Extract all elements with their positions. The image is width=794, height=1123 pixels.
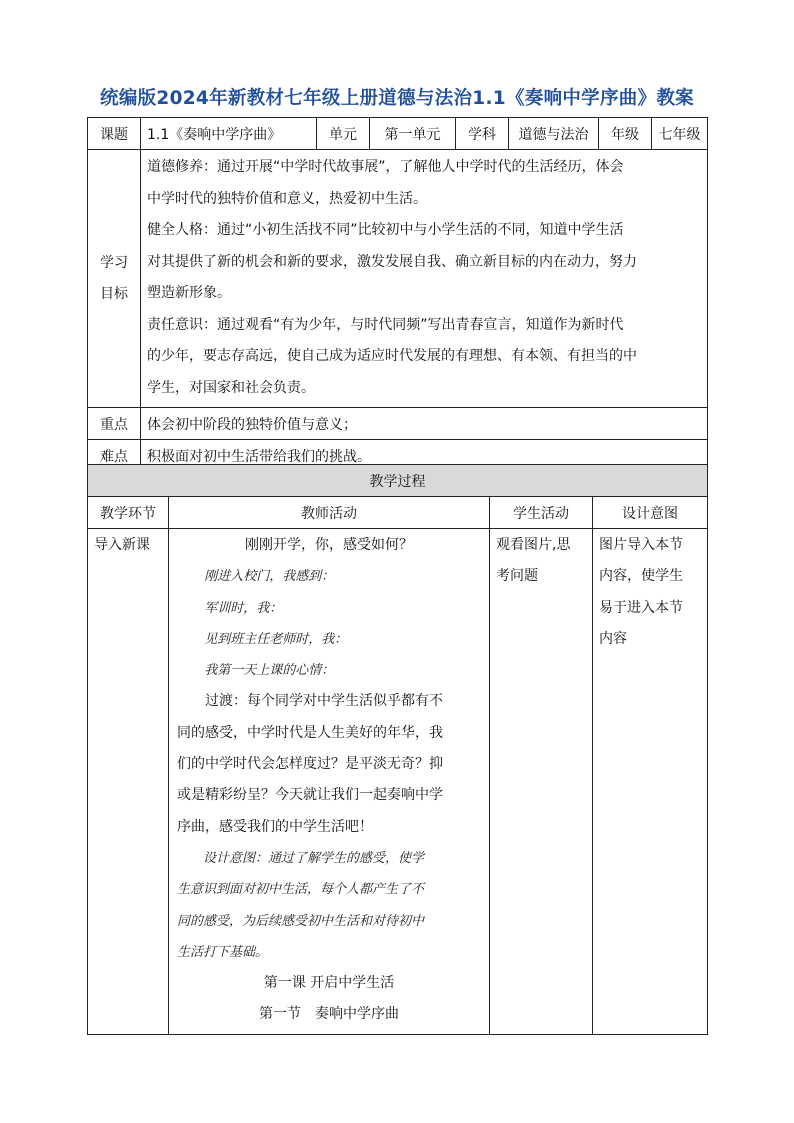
teacher-prompt: 军训时，我： — [204, 600, 283, 616]
difficulty-label: 难点 — [88, 440, 141, 472]
document-title: 统编版2024年新教材七年级上册道德与法治1.1《奏响中学序曲》教案 — [100, 88, 694, 109]
objectives-row — [88, 150, 708, 408]
lesson-info-table — [87, 117, 707, 472]
objective-line: 对其提供了新的机会和新的要求，激发发展自我、确立新目标的内在动力，努力 — [147, 253, 637, 270]
process-header-row — [88, 497, 708, 529]
key-point-value: 体会初中阶段的独特价值与意义； — [141, 408, 708, 440]
grade-label: 年级 — [599, 118, 652, 150]
design-line: 生活打下基础。 — [177, 944, 269, 960]
col-step: 教学环节 — [88, 497, 169, 529]
subject-value: 道德与法治 — [509, 118, 599, 150]
subject-label: 学科 — [456, 118, 509, 150]
key-point-row — [88, 408, 708, 440]
lesson-title: 第一课 开启中学生活 — [263, 975, 395, 992]
design-line: 同的感受，为后续感受初中生活和对待初中 — [177, 913, 425, 929]
design-line: 设计意图：通过了解学生的感受，使学 — [203, 850, 425, 866]
process-title: 教学过程 — [88, 465, 708, 497]
col-teacher: 教师活动 — [169, 497, 490, 529]
objective-line: 塑造新形象。 — [147, 285, 231, 301]
intent-line: 内容 — [599, 630, 627, 647]
col-student: 学生活动 — [490, 497, 593, 529]
difficulty-value: 积极面对初中生活带给我们的挑战。 — [141, 440, 708, 472]
process-title-row — [88, 465, 708, 497]
objective-line: 学生，对国家和社会负责。 — [147, 379, 315, 396]
student-line: 观看图片,思 — [496, 537, 571, 553]
teacher-prompt: 见到班主任老师时，我： — [204, 631, 348, 647]
intent-line: 易于进入本节 — [599, 599, 683, 616]
objective-line: 中学时代的独特价值和意义，热爱初中生活。 — [147, 190, 427, 207]
intent-line: 内容，使学生 — [599, 568, 683, 585]
col-design: 设计意图 — [593, 497, 708, 529]
transition-line: 们的中学时代会怎样度过？是平淡无奇？抑 — [177, 756, 443, 773]
step-name: 导入新课 — [94, 537, 150, 553]
objective-line: 的少年，要志存高远，使自己成为适应时代发展的有理想、有本领、有担当的中 — [147, 348, 637, 364]
intent-line: 图片导入本节 — [599, 537, 683, 553]
teacher-prompt: 我第一天上课的心情： — [204, 663, 335, 679]
teacher-question: 刚刚开学，你，感受如何？ — [245, 537, 413, 553]
unit-label: 单元 — [317, 118, 370, 150]
objective-line: 道德修养：通过开展“中学时代故事展”，了解他人中学时代的生活经历，体会 — [147, 159, 624, 175]
teaching-process-table — [87, 464, 707, 1035]
objective-line: 健全人格：通过“小初生活找不同”比较初中与小学生活的不同，知道中学生活 — [147, 222, 624, 238]
teacher-prompt: 刚进入校门，我感到： — [204, 569, 335, 585]
grade-value: 七年级 — [652, 118, 708, 150]
intent-cell — [593, 529, 708, 1035]
unit-value: 第一单元 — [370, 118, 456, 150]
design-line: 生意识到面对初中生活，每个人都产生了不 — [177, 882, 425, 898]
student-cell — [490, 529, 593, 1035]
step-cell — [88, 529, 169, 1035]
objectives-text — [141, 150, 708, 408]
transition-line: 或是精彩纷呈？今天就让我们一起奏响中学 — [177, 787, 443, 804]
transition-line: 同的感受，中学时代是人生美好的年华，我 — [177, 724, 443, 741]
student-line: 考问题 — [496, 568, 538, 585]
course-row — [88, 118, 708, 150]
objective-line: 责任意识：通过观看“有为少年，与时代同频”写出青春宣言，知道作为新时代 — [147, 316, 624, 333]
course-label: 课题 — [88, 118, 141, 150]
key-point-label: 重点 — [88, 408, 141, 440]
intro-row — [88, 529, 708, 1035]
teacher-cell — [169, 529, 490, 1035]
transition-line: 过渡：每个同学对中学生活似乎都有不 — [205, 693, 443, 710]
transition-line: 序曲，感受我们的中学生活吧！ — [177, 818, 373, 835]
section-title: 第一节 奏响中学序曲 — [259, 1006, 399, 1023]
objectives-label: 学习 目标 — [88, 150, 141, 408]
course-value: 1.1《奏响中学序曲》 — [141, 118, 317, 150]
